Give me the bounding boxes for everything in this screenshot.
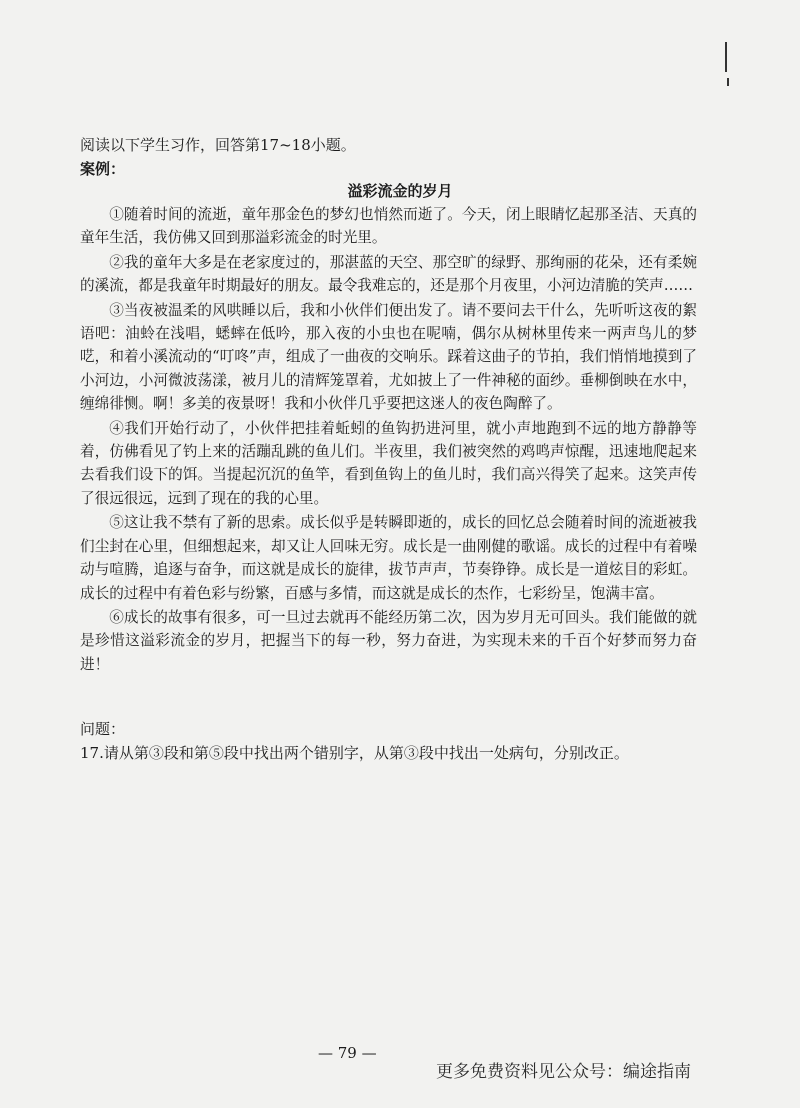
- question-label: 问题：: [80, 720, 126, 738]
- essay-paragraph-3: ③当夜被温柔的风哄睡以后，我和小伙伴们便出发了。请不要问去干什么，先听听这夜的絮语吧：油蛉在浅唱，蟋蟀在低吟，那入夜的小虫也在呢喃，偶尔从树林里传来一两声鸟儿的梦呓，和着小溪流动的“叮咚”声，组成了一曲夜的交响乐。踩着这曲子的节拍，我们悄悄地摸到了小河边，小河微波荡漾，被月儿的清辉笼罩着，尤如披上了一件神秘的面纱。垂柳倒映在水中，缠绵徘恻。啊！多美的夜景呀！我和小伙伴几乎要把这迷人的夜色陶醉了。: [80, 301, 697, 413]
- footer-note: 更多免费资料见公众号：编途指南: [436, 1062, 691, 1082]
- scan-edge-mark: [725, 42, 727, 72]
- essay-body: [80, 203, 697, 677]
- question-17: 17.请从第③段和第⑤段中找出两个错别字，从第③段中找出一处病句，分别改正。: [80, 744, 629, 762]
- intro-instruction: 阅读以下学生习作，回答第17~18小题。: [80, 136, 356, 154]
- essay-paragraph-5: ⑤这让我不禁有了新的思索。成长似乎是转瞬即逝的，成长的回忆总会随着时间的流逝被我们尘封在心里，但细想起来，却又让人回味无穷。成长是一曲刚健的歌谣。成长的过程中有着噪动与喧腾，追逐与奋争，而这就是成长的旋律，拔节声声，节奏铮铮。成长是一道炫目的彩虹。成长的过程中有着色彩与纷繁，百感与多情，而这就是成长的杰作，七彩纷呈，饱满丰富。: [80, 514, 697, 602]
- essay-paragraph-1: ①随着时间的流逝，童年那金色的梦幻也悄然而逝了。今天，闭上眼睛忆起那圣洁、天真的童年生活，我仿佛又回到那溢彩流金的时光里。: [80, 206, 697, 247]
- essay-paragraph-6: ⑥成长的故事有很多，可一旦过去就再不能经历第二次，因为岁月无可回头。我们能做的就是珍惜这溢彩流金的岁月，把握当下的每一秒，努力奋进，为实现未来的千百个好梦而努力奋进！: [80, 608, 697, 673]
- essay-title: 溢彩流金的岁月: [347, 182, 453, 200]
- case-label: 案例：: [80, 160, 126, 178]
- essay-paragraph-2: ②我的童年大多是在老家度过的，那湛蓝的天空、那空旷的绿野、那绚丽的花朵，还有柔婉的溪流，都是我童年时期最好的朋友。最令我难忘的，还是那个月夜里，小河边清脆的笑声……: [80, 253, 697, 295]
- essay-paragraph-4: ④我们开始行动了，小伙伴把挂着蚯蚓的鱼钩扔进河里，就小声地跑到不远的地方静静等着，仿佛看见了钓上来的活蹦乱跳的鱼儿们。半夜里，我们被突然的鸡鸣声惊醒，迅速地爬起来去看我们设下的饵。当提起沉沉的鱼竿，看到鱼钩上的鱼儿时，我们高兴得笑了起来。这笑声传了很远很远，远到了现在的我的心里。: [80, 419, 697, 507]
- page-number: — 79 —: [318, 1044, 377, 1062]
- scan-edge-mark-small: [727, 78, 729, 86]
